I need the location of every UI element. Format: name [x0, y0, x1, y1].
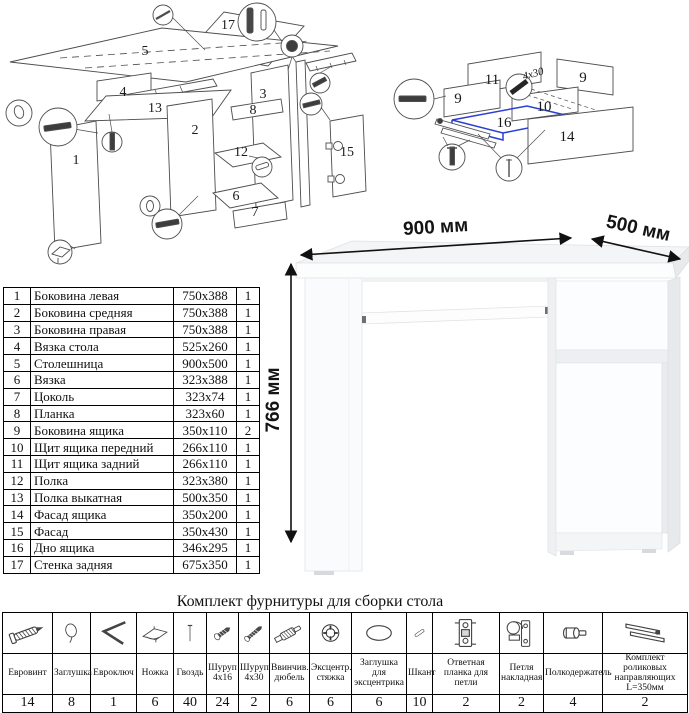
part-label-7: 7	[251, 205, 259, 220]
part-row	[4, 523, 260, 540]
part-num: 2	[4, 304, 31, 321]
keyboard-tray	[362, 306, 549, 324]
part-label-9a: 9	[454, 91, 462, 107]
hardware-qty: 6	[352, 694, 407, 712]
part-size: 323x380	[174, 472, 237, 489]
part-size: 500x350	[174, 489, 237, 506]
part-qty: 1	[237, 539, 260, 556]
part-name: Полка	[31, 472, 174, 489]
part-num: 16	[4, 539, 31, 556]
part-name: Полка выкатная	[31, 489, 174, 506]
part-label-8: 8	[249, 103, 257, 118]
part-row	[4, 539, 260, 556]
part-size: 350x110	[174, 422, 237, 439]
hardware-qty: 2	[500, 694, 544, 712]
part-label-11: 11	[484, 72, 500, 88]
part-label-10: 10	[536, 99, 552, 115]
part-name: Стенка задняя	[31, 556, 174, 573]
hardware-label: Комплект роликовых направляющих L=350мм	[603, 654, 688, 695]
hardware-label: Заглушка для эксцентрика	[352, 654, 407, 695]
part-label-4: 4	[119, 85, 127, 100]
screw-size-note: 4x30	[521, 65, 546, 83]
hardware-qty: 6	[310, 694, 352, 712]
part-size: 323x74	[174, 388, 237, 405]
part-num: 3	[4, 321, 31, 338]
part-num: 5	[4, 355, 31, 372]
hardware-label: Эксцентр. стяжка	[310, 654, 352, 695]
part-qty: 1	[237, 355, 260, 372]
hardware-label: Евроключ	[91, 654, 137, 695]
part-row	[4, 338, 260, 355]
part-name: Щит ящика задний	[31, 455, 174, 472]
part-row	[4, 489, 260, 506]
hardware-icons-row	[3, 613, 688, 654]
part-name: Боковина левая	[31, 288, 174, 305]
part-num: 4	[4, 338, 31, 355]
cam-lock-icon	[311, 614, 350, 652]
hardware-qty: 2	[603, 694, 688, 712]
hardware-label: Ножка	[137, 654, 174, 695]
part-name: Цоколь	[31, 388, 174, 405]
part-qty: 1	[237, 489, 260, 506]
exploded-desk-diagram	[6, 3, 366, 264]
hardware-qty: 8	[53, 694, 91, 712]
screw-long-icon	[240, 614, 268, 652]
part-qty: 1	[237, 388, 260, 405]
hinge-plate-icon	[434, 614, 498, 652]
part-qty: 1	[237, 338, 260, 355]
roller-guides-icon	[604, 614, 686, 652]
screw-small-icon	[208, 614, 237, 652]
part-num: 1	[4, 288, 31, 305]
hardware-qty: 2	[239, 694, 270, 712]
part-qty: 1	[237, 288, 260, 305]
hardware-label: Полкодержатель	[544, 654, 603, 695]
dowel-screw-icon	[271, 614, 308, 652]
part-label-14: 14	[559, 129, 575, 145]
part-name: Столешница	[31, 355, 174, 372]
hardware-qty-row	[3, 694, 688, 712]
part-size: 323x388	[174, 371, 237, 388]
part-name: Щит ящика передний	[31, 439, 174, 456]
part-size: 323x60	[174, 405, 237, 422]
part-qty: 1	[237, 405, 260, 422]
part-qty: 1	[237, 321, 260, 338]
hardware-qty: 6	[270, 694, 310, 712]
part-name: Фасад ящика	[31, 506, 174, 523]
part-label-16: 16	[496, 115, 512, 131]
part-qty: 1	[237, 304, 260, 321]
part-qty: 1	[237, 455, 260, 472]
part-name: Боковина ящика	[31, 422, 174, 439]
part-label-6: 6	[232, 189, 240, 204]
part-row	[4, 455, 260, 472]
part-num: 17	[4, 556, 31, 573]
part-name: Дно ящика	[31, 539, 174, 556]
hardware-label: Шуруп 4x30	[239, 654, 270, 695]
part-size: 750x388	[174, 304, 237, 321]
part-num: 7	[4, 388, 31, 405]
part-size: 346x295	[174, 539, 237, 556]
desk-door	[556, 363, 662, 533]
part-label-2: 2	[191, 123, 199, 138]
hardware-qty: 2	[433, 694, 500, 712]
part-num: 14	[4, 506, 31, 523]
part-row	[4, 405, 260, 422]
part-row	[4, 321, 260, 338]
part-qty: 1	[237, 506, 260, 523]
hardware-qty: 14	[3, 694, 53, 712]
part-name: Планка	[31, 405, 174, 422]
part-qty: 1	[237, 371, 260, 388]
part-num: 12	[4, 472, 31, 489]
part-row	[4, 422, 260, 439]
euroscrew-icon	[4, 614, 51, 652]
hardware-kit-title: Комплект фурнитуры для сборки стола	[176, 593, 444, 610]
part-name: Боковина средняя	[31, 304, 174, 321]
hardware-label: Ответная планка для петли	[433, 654, 500, 695]
part-row	[4, 472, 260, 489]
part-row	[4, 371, 260, 388]
desk-left-panel	[305, 278, 362, 571]
part-size: 266x110	[174, 455, 237, 472]
hardware-label: Шуруп 4x16	[207, 654, 239, 695]
part-size: 525x260	[174, 338, 237, 355]
part-label-1: 1	[72, 153, 80, 168]
part-row	[4, 355, 260, 372]
hardware-qty: 4	[544, 694, 603, 712]
hardware-label: Евровинт	[3, 654, 53, 695]
hardware-label: Заглушка	[53, 654, 91, 695]
part-label-9b: 9	[579, 70, 587, 86]
part-size: 266x110	[174, 439, 237, 456]
desk-drawer-front	[556, 281, 668, 350]
hardware-qty: 1	[91, 694, 137, 712]
part-num: 13	[4, 489, 31, 506]
part-qty: 1	[237, 556, 260, 573]
shelf-pin-icon	[545, 614, 601, 652]
height-dimension: 766 мм	[263, 367, 284, 433]
hardware-qty: 24	[207, 694, 239, 712]
part-row	[4, 388, 260, 405]
part-size: 750x388	[174, 321, 237, 338]
hardware-qty: 40	[174, 694, 207, 712]
part-label-5: 5	[141, 44, 149, 59]
hardware-label: Ввинчив. дюбель	[270, 654, 310, 695]
part-size: 675x350	[174, 556, 237, 573]
part-name: Фасад	[31, 523, 174, 540]
part-name: Вязка	[31, 371, 174, 388]
part-qty: 2	[237, 422, 260, 439]
part-size: 350x430	[174, 523, 237, 540]
hardware-qty: 10	[407, 694, 433, 712]
part-row	[4, 288, 260, 305]
part-num: 15	[4, 523, 31, 540]
wood-dowel-icon	[408, 614, 431, 652]
part-label-13: 13	[148, 101, 162, 116]
part-row	[4, 439, 260, 456]
exploded-drawer-diagram	[394, 52, 633, 181]
part-label-15: 15	[340, 145, 354, 160]
hexkey-icon	[92, 614, 135, 652]
part-name: Боковина правая	[31, 321, 174, 338]
part-num: 9	[4, 422, 31, 439]
hardware-label: Шкант	[407, 654, 433, 695]
part-name: Вязка стола	[31, 338, 174, 355]
nail-icon	[175, 614, 205, 652]
part-row	[4, 304, 260, 321]
hinge-icon	[501, 614, 542, 652]
part-num: 10	[4, 439, 31, 456]
foot-icon	[138, 614, 172, 652]
width-dimension: 900 мм	[402, 215, 469, 240]
part-size: 350x200	[174, 506, 237, 523]
hardware-qty: 6	[137, 694, 174, 712]
part-label-12: 12	[234, 145, 248, 160]
parts-list-table	[3, 287, 260, 574]
hardware-kit-table	[2, 612, 688, 713]
part-size: 750x388	[174, 288, 237, 305]
part-qty: 1	[237, 472, 260, 489]
hardware-labels-row	[3, 654, 688, 695]
part-num: 6	[4, 371, 31, 388]
desk-render	[296, 241, 689, 575]
part-row	[4, 556, 260, 573]
depth-dimension: 500 мм	[604, 211, 673, 246]
part-num: 11	[4, 455, 31, 472]
part-label-3: 3	[259, 87, 267, 102]
cam-cap-icon	[353, 614, 405, 652]
part-row	[4, 506, 260, 523]
part-num: 8	[4, 405, 31, 422]
cap-icon	[54, 614, 89, 652]
part-qty: 1	[237, 439, 260, 456]
hardware-label: Гвоздь	[174, 654, 207, 695]
part-label-17: 17	[221, 18, 235, 33]
part-qty: 1	[237, 523, 260, 540]
hardware-label: Петля накладная	[500, 654, 544, 695]
part-size: 900x500	[174, 355, 237, 372]
